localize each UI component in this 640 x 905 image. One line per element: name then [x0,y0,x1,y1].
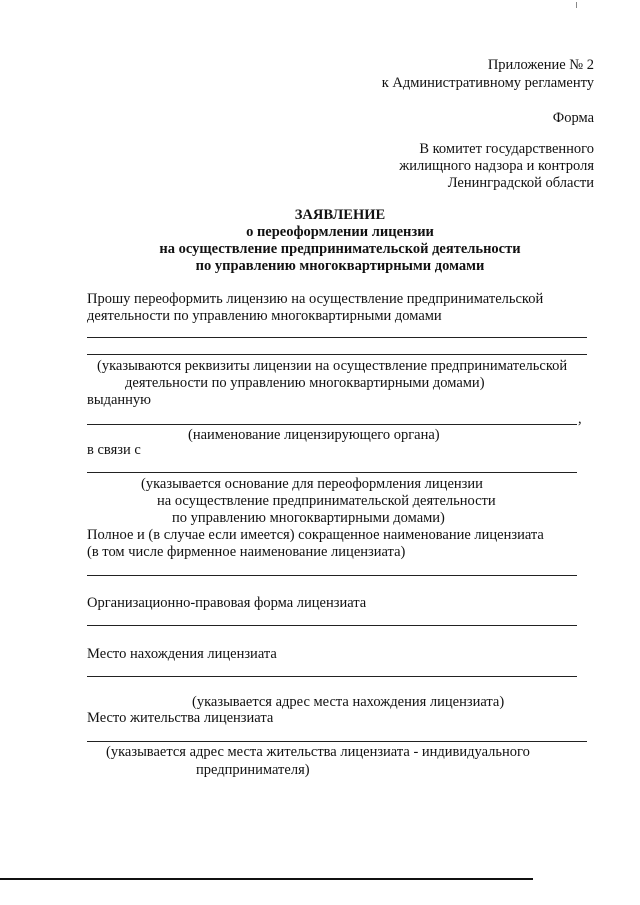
addressee-line-3: Ленинградской области [447,175,594,191]
addressee-line-1: В комитет государственного [419,141,594,157]
license-details-hint-2: деятельности по управлению многоквартирными домами) [125,375,485,391]
licensee-name-label-2: (в том числе фирменное наименование лицензиата) [87,544,406,560]
residence-label: Место жительства лицензиата [87,710,274,726]
reason-hint-3: по управлению многоквартирными домами) [172,510,445,526]
reason-hint-2: на осуществление предпринимательской деятельности [157,493,496,509]
issuing-authority-hint: (наименование лицензирующего органа) [188,427,440,443]
scan-mark [576,2,577,8]
issued-label: выданную [87,392,152,408]
location-label: Место нахождения лицензиата [87,646,277,662]
appendix-number: Приложение № 2 [487,57,594,73]
license-details-field-line-2[interactable] [87,354,587,355]
document-subtitle-1: о переоформлении лицензии [246,224,434,240]
license-details-hint-1: (указываются реквизиты лицензии на осуществление предпринимательской [97,358,568,374]
reason-label: в связи с [87,442,141,458]
document-subtitle-3: по управлению многоквартирными домами [195,258,485,274]
legal-form-label: Организационно-правовая форма лицензиата [87,595,367,611]
residence-field-line[interactable] [87,741,587,742]
addressee-line-2: жилищного надзора и контроля [399,158,594,174]
regulation-reference: к Административному регламенту [381,75,594,91]
issued-comma: , [578,411,582,427]
legal-form-field-line[interactable] [87,625,577,626]
location-hint: (указывается адрес места нахождения лицензиата) [192,694,505,710]
document-subtitle-2: на осуществление предпринимательской деятельности [159,241,521,257]
residence-hint-2: предпринимателя) [196,762,310,778]
location-field-line[interactable] [87,676,577,677]
license-details-field-line[interactable] [87,337,587,338]
form-label: Форма [552,110,594,126]
issuing-authority-field-line[interactable] [87,424,577,425]
request-text-line-2: деятельности по управлению многоквартирными домами [87,308,442,324]
reason-hint-1: (указывается основание для переоформления лицензии [141,476,483,492]
licensee-name-label-1: Полное и (в случае если имеется) сокращенное наименование лицензиата [87,527,544,543]
document-title: ЗАЯВЛЕНИЕ [294,207,386,223]
residence-hint-1: (указывается адрес места жительства лицензиата - индивидуального [106,744,530,760]
reason-field-line[interactable] [87,472,577,473]
licensee-name-field-line[interactable] [87,575,577,576]
request-text-line-1: Прошу переоформить лицензию на осуществление предпринимательской [87,291,544,307]
scan-bottom-edge [0,878,533,880]
